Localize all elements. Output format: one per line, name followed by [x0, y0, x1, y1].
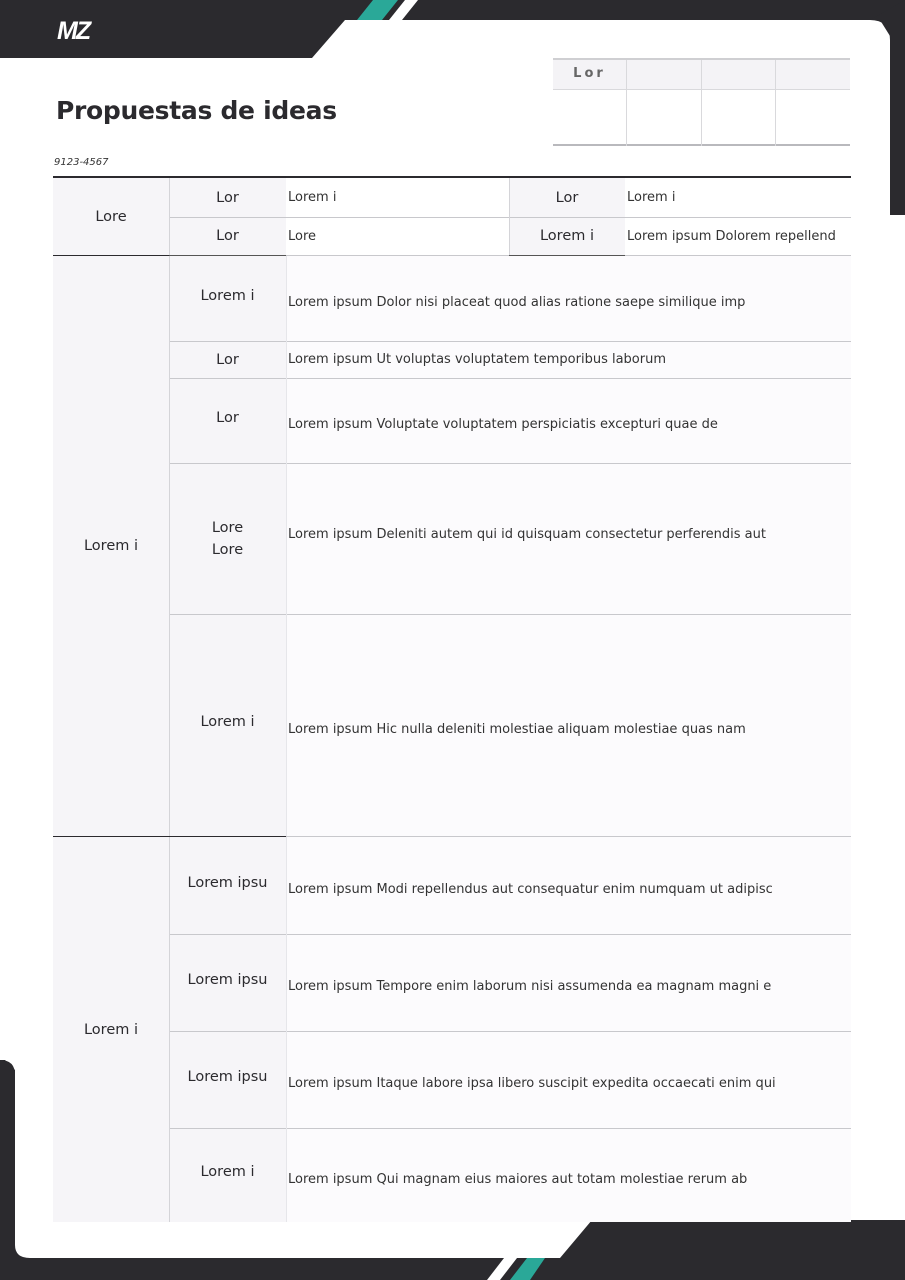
page-title: Propuestas de ideas — [56, 96, 337, 125]
section1-row5-value[interactable]: Lorem ipsum Hic nulla deleniti molestiae aliquam molestiae quas nam — [286, 614, 851, 836]
approval-cell-4[interactable] — [776, 90, 850, 146]
section2-row2-label: Lorem ipsu — [169, 934, 286, 1031]
section1-row4-value[interactable]: Lorem ipsum Deleniti autem qui id quisquam consectetur perferendis aut — [286, 463, 851, 614]
info-group-label: Lore — [53, 178, 169, 255]
info-row1-value[interactable]: Lorem i — [286, 178, 509, 217]
info-row1-label: Lor — [169, 178, 286, 217]
company-logo: MZ — [57, 17, 90, 45]
info-row1-label2: Lor — [509, 178, 625, 217]
section1-row5-label: Lorem i — [169, 614, 286, 836]
info-row2-value[interactable]: Lore — [286, 217, 509, 255]
document-number: 9123-4567 — [54, 157, 109, 168]
section1-row2-value[interactable]: Lorem ipsum Ut voluptas voluptatem temporibus laborum — [286, 341, 851, 378]
section1-row3-value[interactable]: Lorem ipsum Voluptate voluptatem perspiciatis excepturi quae de — [286, 378, 851, 463]
section2-row1-value[interactable]: Lorem ipsum Modi repellendus aut consequatur enim numquam ut adipisc — [286, 837, 851, 934]
info-row2-label: Lor — [169, 217, 286, 255]
section1-row2-label: Lor — [169, 341, 286, 378]
section1-row4-label-line2: Lore — [211, 541, 244, 558]
section1-row3-label: Lor — [169, 378, 286, 463]
section2-group-label: Lorem i — [53, 837, 169, 1222]
approval-box — [553, 58, 850, 146]
info-row2-value2[interactable]: Lorem ipsum Dolorem repellend — [625, 217, 851, 255]
section2-row4-value[interactable]: Lorem ipsum Qui magnam eius maiores aut totam molestiae rerum ab — [286, 1128, 851, 1222]
section1-row1-value[interactable]: Lorem ipsum Dolor nisi placeat quod alias ratione saepe similique imp — [286, 256, 851, 341]
section2-row1-label: Lorem ipsu — [169, 837, 286, 934]
approval-label: Lor — [573, 66, 606, 81]
section2-row4-label: Lorem i — [169, 1128, 286, 1222]
section1-row4-label-line1: Lore — [211, 519, 244, 536]
section1-group-label: Lorem i — [53, 256, 169, 836]
approval-cell-1[interactable] — [553, 90, 626, 146]
approval-cell-2[interactable] — [627, 90, 701, 146]
section2-row2-value[interactable]: Lorem ipsum Tempore enim laborum nisi assumenda ea magnam magni e — [286, 934, 851, 1031]
info-row2-label2: Lorem i — [509, 217, 625, 255]
section2-row3-label: Lorem ipsu — [169, 1031, 286, 1128]
ideas-table — [53, 176, 851, 1222]
approval-cell-3[interactable] — [702, 90, 775, 146]
section1-row1-label: Lorem i — [169, 256, 286, 341]
section2-row3-value[interactable]: Lorem ipsum Itaque labore ipsa libero suscipit expedita occaecati enim qui — [286, 1031, 851, 1128]
info-row1-value2[interactable]: Lorem i — [625, 178, 851, 217]
section1-row4-label — [169, 463, 286, 614]
